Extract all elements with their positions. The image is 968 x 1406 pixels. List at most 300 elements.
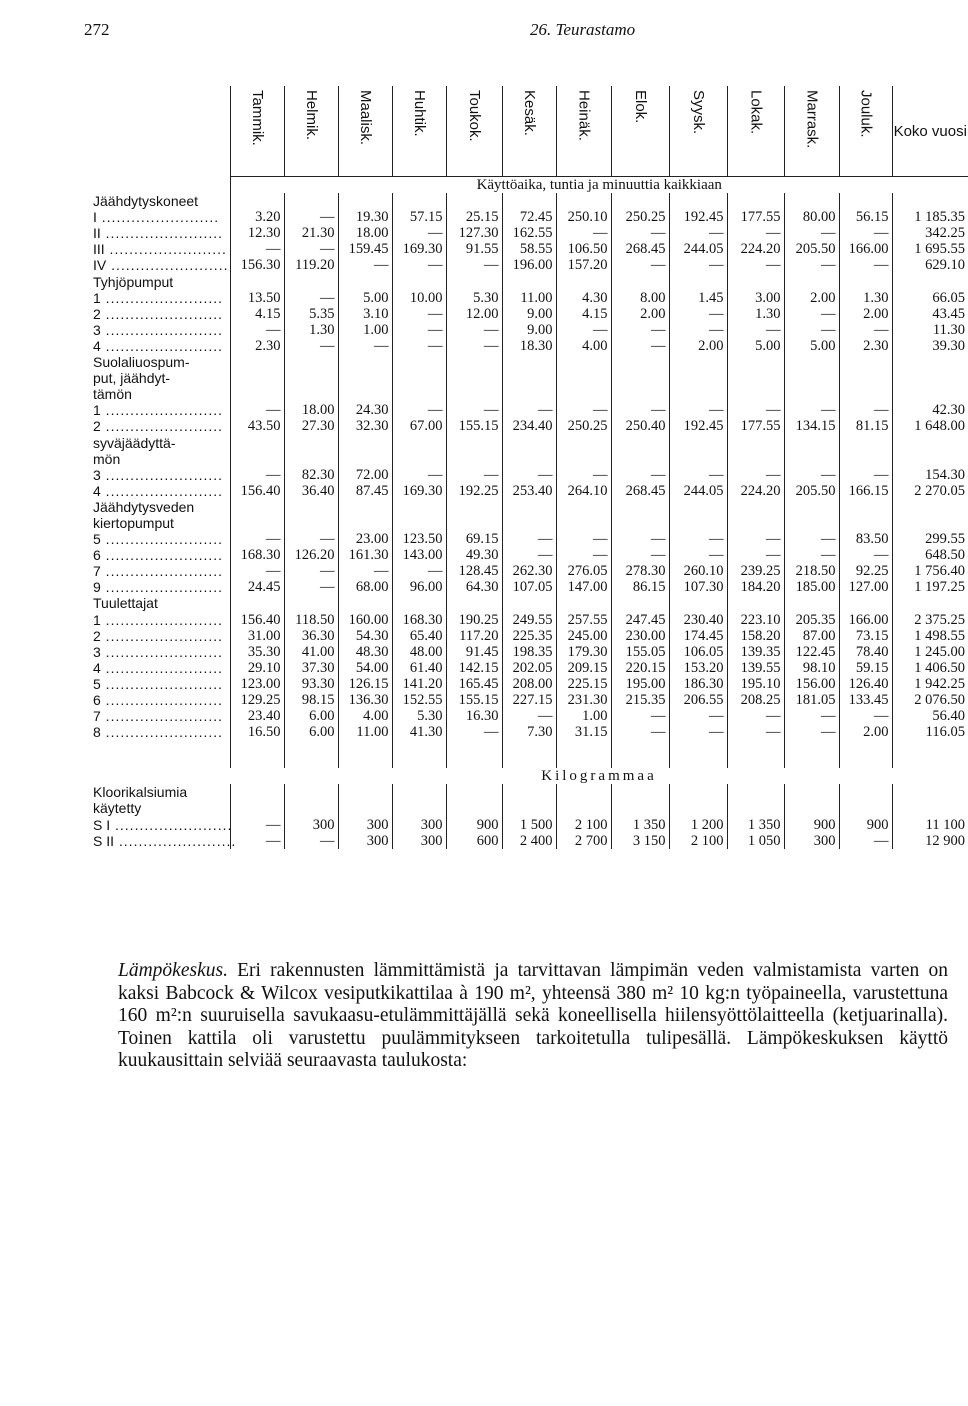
month-value-cell xyxy=(784,499,839,515)
month-value-cell: — xyxy=(611,322,669,338)
month-value-cell: — xyxy=(284,241,338,257)
month-value-cell: — xyxy=(392,322,446,338)
section-heading-row xyxy=(90,595,968,611)
year-total-cell: 299.55 xyxy=(892,531,968,547)
month-value-cell: 153.20 xyxy=(669,660,727,676)
month-value-cell: 136.30 xyxy=(338,692,392,708)
month-value-cell: — xyxy=(669,322,727,338)
month-value-cell: — xyxy=(392,306,446,322)
month-value-cell xyxy=(502,354,556,370)
month-value-cell: 1 350 xyxy=(727,817,784,833)
month-value-cell: — xyxy=(784,322,839,338)
year-total-cell: 1 197.25 xyxy=(892,579,968,595)
year-total-cell: 342.25 xyxy=(892,225,968,241)
month-value-cell: — xyxy=(338,563,392,579)
month-value-cell xyxy=(611,595,669,611)
row-label: Tyhjöpumput xyxy=(93,273,174,290)
month-value-cell xyxy=(556,451,611,467)
month-value-cell: 57.15 xyxy=(392,209,446,225)
month-value-cell: 268.45 xyxy=(611,483,669,499)
month-value-cell: 24.30 xyxy=(338,402,392,418)
month-value-cell: 179.30 xyxy=(556,644,611,660)
month-value-cell: 900 xyxy=(784,817,839,833)
month-value-cell: — xyxy=(611,708,669,724)
row-label: Jäähdytyskoneet xyxy=(93,193,199,210)
month-value-cell xyxy=(338,800,392,816)
month-value-cell: 1.00 xyxy=(556,708,611,724)
month-value-cell xyxy=(556,386,611,402)
month-value-cell xyxy=(611,451,669,467)
month-value-cell xyxy=(839,499,892,515)
month-value-cell: 32.30 xyxy=(338,418,392,434)
month-value-cell: 168.30 xyxy=(392,612,446,628)
month-value-cell xyxy=(338,499,392,515)
month-value-cell xyxy=(284,274,338,290)
year-total-cell: 1 942.25 xyxy=(892,676,968,692)
month-value-cell: 36.40 xyxy=(284,483,338,499)
month-value-cell: 31.00 xyxy=(230,628,284,644)
month-value-cell: 220.15 xyxy=(611,660,669,676)
row-label: S I ........................ xyxy=(93,816,233,833)
month-value-cell: 142.15 xyxy=(446,660,502,676)
month-value-cell xyxy=(611,435,669,451)
month-value-cell: — xyxy=(839,225,892,241)
table-row xyxy=(90,402,968,418)
row-label: 3 ........................ xyxy=(93,466,224,483)
month-value-cell xyxy=(556,354,611,370)
month-value-cell: — xyxy=(784,531,839,547)
month-value-cell: — xyxy=(230,402,284,418)
month-value-cell: 245.00 xyxy=(556,628,611,644)
month-value-cell: 12.00 xyxy=(446,306,502,322)
month-value-cell xyxy=(611,370,669,386)
month-value-cell: 159.45 xyxy=(338,241,392,257)
month-value-cell: 11.00 xyxy=(338,724,392,740)
month-value-cell: 11.00 xyxy=(502,290,556,306)
month-value-cell xyxy=(502,595,556,611)
month-value-cell xyxy=(556,800,611,816)
month-value-cell: 230.40 xyxy=(669,612,727,628)
month-label: Lokak. xyxy=(747,90,765,135)
month-value-cell: 49.30 xyxy=(446,547,502,563)
row-label: 7 ........................ xyxy=(93,708,224,725)
month-value-cell: 122.45 xyxy=(784,644,839,660)
year-total-cell xyxy=(892,784,968,800)
month-value-cell xyxy=(392,435,446,451)
usage-table xyxy=(90,86,968,849)
month-value-cell: 2 400 xyxy=(502,833,556,849)
month-header xyxy=(727,86,784,177)
month-value-cell: — xyxy=(611,547,669,563)
month-value-cell: 155.15 xyxy=(446,692,502,708)
month-value-cell: — xyxy=(230,241,284,257)
month-value-cell xyxy=(839,451,892,467)
month-value-cell: — xyxy=(392,338,446,354)
month-value-cell xyxy=(556,370,611,386)
month-value-cell: — xyxy=(669,708,727,724)
row-label: put, jäähdyt- xyxy=(93,370,171,387)
month-value-cell: 139.55 xyxy=(727,660,784,676)
month-value-cell xyxy=(727,370,784,386)
month-value-cell xyxy=(669,595,727,611)
month-value-cell xyxy=(669,499,727,515)
month-value-cell: — xyxy=(446,724,502,740)
month-value-cell: 106.05 xyxy=(669,644,727,660)
month-value-cell: 177.55 xyxy=(727,209,784,225)
table-row xyxy=(90,306,968,322)
year-total-cell: 2 270.05 xyxy=(892,483,968,499)
month-value-cell: — xyxy=(446,467,502,483)
month-value-cell: — xyxy=(284,531,338,547)
month-label: Helmik. xyxy=(303,90,321,141)
month-label: Tammik. xyxy=(249,90,267,146)
month-value-cell xyxy=(669,451,727,467)
month-value-cell: 177.55 xyxy=(727,418,784,434)
table-row xyxy=(90,322,968,338)
year-total-cell: 1 756.40 xyxy=(892,563,968,579)
month-value-cell xyxy=(502,800,556,816)
month-value-cell: 7.30 xyxy=(502,724,556,740)
month-value-cell xyxy=(284,451,338,467)
month-value-cell xyxy=(284,193,338,209)
month-value-cell: 82.30 xyxy=(284,467,338,483)
month-value-cell: 18.00 xyxy=(284,402,338,418)
month-value-cell: — xyxy=(611,257,669,273)
month-value-cell: 2.30 xyxy=(839,338,892,354)
month-value-cell: 4.15 xyxy=(230,306,284,322)
month-value-cell: — xyxy=(839,833,892,849)
month-value-cell: 2.00 xyxy=(784,290,839,306)
month-value-cell: 9.00 xyxy=(502,322,556,338)
month-value-cell: — xyxy=(556,531,611,547)
month-value-cell: — xyxy=(284,833,338,849)
row-label: 7 ........................ xyxy=(93,563,224,580)
month-value-cell: 128.45 xyxy=(446,563,502,579)
month-value-cell xyxy=(230,800,284,816)
month-value-cell xyxy=(669,515,727,531)
year-header: Koko vuosi xyxy=(892,86,968,177)
row-label: 8 ........................ xyxy=(93,724,224,741)
table-row xyxy=(90,547,968,563)
row-label: Jäähdytysveden xyxy=(93,498,195,515)
month-value-cell xyxy=(784,515,839,531)
month-value-cell xyxy=(230,193,284,209)
month-value-cell: 3 150 xyxy=(611,833,669,849)
month-value-cell: 224.20 xyxy=(727,483,784,499)
month-value-cell xyxy=(338,784,392,800)
month-value-cell: 54.30 xyxy=(338,628,392,644)
month-value-cell: 98.10 xyxy=(784,660,839,676)
year-total-cell: 42.30 xyxy=(892,402,968,418)
month-value-cell: 73.15 xyxy=(839,628,892,644)
month-value-cell xyxy=(784,370,839,386)
month-value-cell: 196.00 xyxy=(502,257,556,273)
month-header xyxy=(284,86,338,177)
month-value-cell: 123.00 xyxy=(230,676,284,692)
table-row xyxy=(90,628,968,644)
month-value-cell xyxy=(502,370,556,386)
spacer-row xyxy=(90,740,968,768)
month-value-cell: — xyxy=(669,225,727,241)
month-value-cell: — xyxy=(611,402,669,418)
month-value-cell xyxy=(556,784,611,800)
month-value-cell: 29.10 xyxy=(230,660,284,676)
month-value-cell: — xyxy=(839,708,892,724)
month-value-cell xyxy=(284,595,338,611)
year-total-cell xyxy=(892,499,968,515)
year-total-cell xyxy=(892,370,968,386)
month-value-cell: — xyxy=(392,467,446,483)
table-row xyxy=(90,833,968,849)
month-value-cell xyxy=(446,370,502,386)
table-row xyxy=(90,209,968,225)
month-value-cell: — xyxy=(727,531,784,547)
row-label: 2 ........................ xyxy=(93,305,224,322)
month-value-cell: 2.00 xyxy=(839,724,892,740)
month-value-cell xyxy=(284,370,338,386)
month-value-cell xyxy=(839,274,892,290)
month-value-cell xyxy=(611,386,669,402)
month-value-cell xyxy=(338,595,392,611)
month-value-cell: — xyxy=(727,225,784,241)
month-value-cell xyxy=(446,354,502,370)
month-value-cell xyxy=(392,800,446,816)
month-value-cell: 250.10 xyxy=(556,209,611,225)
month-value-cell xyxy=(284,800,338,816)
table-row xyxy=(90,644,968,660)
month-value-cell xyxy=(669,354,727,370)
month-value-cell: 244.05 xyxy=(669,241,727,257)
month-value-cell: 126.15 xyxy=(338,676,392,692)
month-value-cell: 234.40 xyxy=(502,418,556,434)
month-value-cell xyxy=(446,595,502,611)
month-label: Jouluk. xyxy=(857,90,875,138)
month-value-cell: 244.05 xyxy=(669,483,727,499)
month-value-cell: — xyxy=(230,817,284,833)
row-label: 9 ........................ xyxy=(93,579,224,596)
month-label: Syysk. xyxy=(690,90,708,135)
month-value-cell: — xyxy=(669,467,727,483)
month-value-cell: 300 xyxy=(784,833,839,849)
month-value-cell: 123.50 xyxy=(392,531,446,547)
month-value-cell: 1.30 xyxy=(727,306,784,322)
month-value-cell: 2.00 xyxy=(669,338,727,354)
month-value-cell: 190.25 xyxy=(446,612,502,628)
month-value-cell: 69.15 xyxy=(446,531,502,547)
month-value-cell: 117.20 xyxy=(446,628,502,644)
month-value-cell: 78.40 xyxy=(839,644,892,660)
month-value-cell: 10.00 xyxy=(392,290,446,306)
month-header xyxy=(556,86,611,177)
table-row xyxy=(90,563,968,579)
month-value-cell: 91.45 xyxy=(446,644,502,660)
month-value-cell xyxy=(338,193,392,209)
month-value-cell xyxy=(446,784,502,800)
month-value-cell: 8.00 xyxy=(611,290,669,306)
month-value-cell xyxy=(556,499,611,515)
month-value-cell xyxy=(727,451,784,467)
year-total-cell: 1 695.55 xyxy=(892,241,968,257)
month-value-cell: 250.40 xyxy=(611,418,669,434)
section-heading-row xyxy=(90,515,968,531)
caption-time: Käyttöaika, tuntia ja minuuttia kaikkiaan xyxy=(230,177,968,194)
month-value-cell xyxy=(446,800,502,816)
row-label: 6 ........................ xyxy=(93,547,224,564)
month-value-cell xyxy=(230,784,284,800)
year-total-cell: 116.05 xyxy=(892,724,968,740)
month-value-cell xyxy=(556,515,611,531)
month-value-cell: 206.55 xyxy=(669,692,727,708)
month-value-cell: 147.00 xyxy=(556,579,611,595)
month-value-cell: 169.30 xyxy=(392,483,446,499)
row-label: III ........................ xyxy=(93,241,227,258)
month-value-cell: — xyxy=(784,257,839,273)
month-value-cell xyxy=(338,386,392,402)
month-value-cell: — xyxy=(230,322,284,338)
month-value-cell xyxy=(338,451,392,467)
month-value-cell: 155.15 xyxy=(446,418,502,434)
month-value-cell: 1 350 xyxy=(611,817,669,833)
month-value-cell: 225.35 xyxy=(502,628,556,644)
row-label: IV ........................ xyxy=(93,257,229,274)
month-value-cell: — xyxy=(502,402,556,418)
year-total-cell: 154.30 xyxy=(892,467,968,483)
month-value-cell: — xyxy=(669,306,727,322)
month-value-cell: 23.40 xyxy=(230,708,284,724)
row-label: 1 ........................ xyxy=(93,611,224,628)
month-label: Toukok. xyxy=(466,90,484,142)
month-value-cell xyxy=(446,386,502,402)
month-value-cell: — xyxy=(727,467,784,483)
year-total-cell: 11.30 xyxy=(892,322,968,338)
month-value-cell: 118.50 xyxy=(284,612,338,628)
row-label: mön xyxy=(93,450,121,467)
month-value-cell: — xyxy=(230,563,284,579)
month-value-cell xyxy=(392,515,446,531)
month-value-cell: 4.15 xyxy=(556,306,611,322)
section-heading-row xyxy=(90,499,968,515)
month-value-cell xyxy=(392,274,446,290)
month-value-cell: — xyxy=(230,467,284,483)
table-row xyxy=(90,692,968,708)
month-value-cell xyxy=(669,784,727,800)
month-value-cell: 92.25 xyxy=(839,563,892,579)
month-value-cell xyxy=(502,386,556,402)
month-value-cell: 107.05 xyxy=(502,579,556,595)
month-value-cell xyxy=(839,386,892,402)
year-total-cell xyxy=(892,800,968,816)
section-heading-row xyxy=(90,370,968,386)
month-value-cell xyxy=(230,451,284,467)
row-label: 3 ........................ xyxy=(93,321,224,338)
month-value-cell: 300 xyxy=(338,817,392,833)
month-header xyxy=(784,86,839,177)
month-value-cell: 1 500 xyxy=(502,817,556,833)
month-value-cell xyxy=(230,435,284,451)
month-value-cell xyxy=(784,354,839,370)
month-value-cell xyxy=(502,515,556,531)
month-value-cell: — xyxy=(727,724,784,740)
month-value-cell: 155.05 xyxy=(611,644,669,660)
month-value-cell xyxy=(611,193,669,209)
month-value-cell: — xyxy=(784,547,839,563)
year-total-cell: 39.30 xyxy=(892,338,968,354)
month-value-cell xyxy=(727,515,784,531)
row-label: I ........................ xyxy=(93,209,220,226)
month-value-cell: 205.35 xyxy=(784,612,839,628)
month-value-cell xyxy=(611,515,669,531)
month-value-cell: 65.40 xyxy=(392,628,446,644)
month-value-cell: 223.10 xyxy=(727,612,784,628)
month-value-cell xyxy=(338,370,392,386)
page-number: 272 xyxy=(84,20,110,39)
month-value-cell: 161.30 xyxy=(338,547,392,563)
month-value-cell: — xyxy=(446,338,502,354)
row-label: 5 ........................ xyxy=(93,675,224,692)
month-header xyxy=(338,86,392,177)
month-value-cell: — xyxy=(784,402,839,418)
month-value-cell: 215.35 xyxy=(611,692,669,708)
table-row xyxy=(90,676,968,692)
section-heading-row xyxy=(90,274,968,290)
month-value-cell: 1 200 xyxy=(669,817,727,833)
table-row xyxy=(90,724,968,740)
year-total-cell: 1 648.00 xyxy=(892,418,968,434)
header-row xyxy=(90,86,968,177)
month-value-cell: 1.00 xyxy=(338,322,392,338)
month-value-cell: 224.20 xyxy=(727,241,784,257)
month-value-cell: 2.00 xyxy=(611,306,669,322)
month-value-cell xyxy=(502,193,556,209)
month-value-cell: — xyxy=(669,402,727,418)
row-label: 2 ........................ xyxy=(93,627,224,644)
month-value-cell: — xyxy=(556,402,611,418)
row-label: II ........................ xyxy=(93,225,224,242)
month-value-cell: — xyxy=(284,209,338,225)
table-row xyxy=(90,817,968,833)
month-value-cell: 36.30 xyxy=(284,628,338,644)
month-value-cell: 9.00 xyxy=(502,306,556,322)
month-value-cell: 900 xyxy=(839,817,892,833)
year-total-cell: 2 076.50 xyxy=(892,692,968,708)
month-value-cell xyxy=(669,193,727,209)
month-header xyxy=(611,86,669,177)
month-value-cell: — xyxy=(839,322,892,338)
month-value-cell: — xyxy=(784,708,839,724)
month-value-cell xyxy=(727,499,784,515)
table-row xyxy=(90,531,968,547)
month-header xyxy=(502,86,556,177)
month-value-cell: 262.30 xyxy=(502,563,556,579)
month-value-cell: 61.40 xyxy=(392,660,446,676)
month-value-cell: 1 050 xyxy=(727,833,784,849)
month-value-cell: 1.30 xyxy=(284,322,338,338)
row-label: tämön xyxy=(93,386,132,403)
month-value-cell xyxy=(556,193,611,209)
month-value-cell xyxy=(230,515,284,531)
month-value-cell: 166.00 xyxy=(839,241,892,257)
row-label: Tuulettajat xyxy=(93,595,158,612)
month-value-cell: — xyxy=(284,579,338,595)
month-value-cell: 166.00 xyxy=(839,612,892,628)
month-value-cell xyxy=(669,435,727,451)
month-value-cell xyxy=(669,800,727,816)
month-header xyxy=(669,86,727,177)
year-total-cell: 2 375.25 xyxy=(892,612,968,628)
month-value-cell: 126.20 xyxy=(284,547,338,563)
month-value-cell: 195.00 xyxy=(611,676,669,692)
month-value-cell: 133.45 xyxy=(839,692,892,708)
